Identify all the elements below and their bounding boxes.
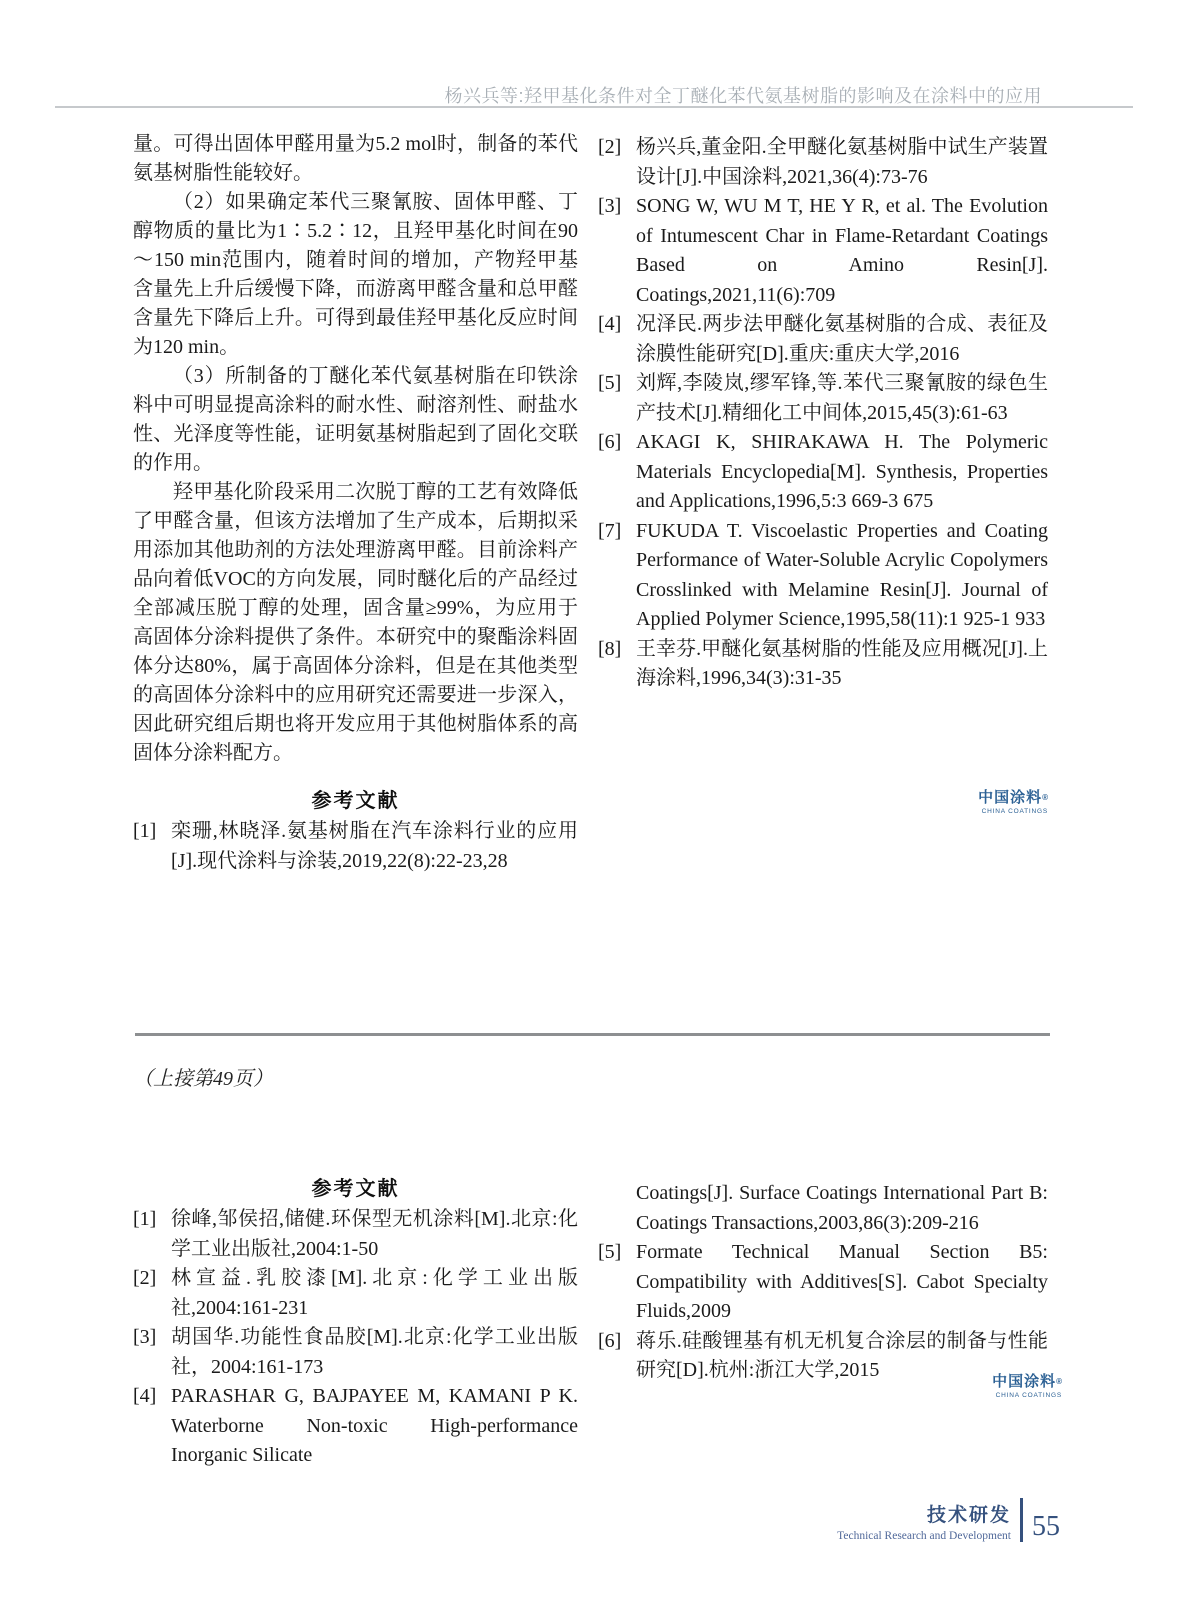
reference-continuation-text: Coatings[J]. Surface Coatings International Part B: Coatings Transactions,2003,86(3):209-216 [636,1182,1048,1234]
reference-text: 林宣益.乳胶漆[M].北京:化学工业出版社,2004:161-231 [171,1267,578,1319]
section1-left-column [133,130,578,876]
reference-marker: [6] [598,1329,622,1352]
section2-right-column [598,1179,1048,1386]
registered-mark: ® [1056,1377,1062,1386]
footer-section-title-en: Technical Research and Development [837,1530,1011,1542]
references-heading: 参考文献 [311,790,400,812]
reference-marker: [1] [133,820,157,842]
reference-text: 王幸芬.甲醚化氨基树脂的性能及应用概况[J].上海涂料,1996,34(3):31-35 [636,637,1048,689]
running-title: 杨兴兵等:羟甲基化条件对全丁醚化苯代氨基树脂的影响及在涂料中的应用 [444,86,1042,106]
reference-item [133,1264,578,1323]
reference-marker: [6] [598,431,622,453]
reference-marker: [2] [133,1267,157,1289]
page-footer [837,1498,1060,1542]
reference-marker: [5] [598,1241,622,1263]
body-paragraph: 量。可得出固体甲醛用量为5.2 mol时，制备的苯代氨基树脂性能较好。 [133,133,578,184]
reference-item [598,635,1048,694]
section1-right-column [598,133,1048,694]
china-coatings-logo [978,790,1048,815]
reference-text: 蒋乐.硅酸锂基有机无机复合涂层的制备与性能研究[D].杭州:浙江大学,2015 [636,1329,1048,1381]
reference-item [598,192,1048,310]
reference-item [598,369,1048,428]
continued-from-note: （上接第49页） [133,1068,273,1090]
page-number: 55 [1032,1511,1060,1542]
reference-marker: [4] [133,1385,157,1407]
references-heading: 参考文献 [311,1178,400,1200]
reference-marker: [8] [598,637,622,660]
logo-brand-subtitle: CHINA COATINGS [995,1392,1062,1399]
body-paragraph: （2）如果确定苯代三聚氰胺、固体甲醛、丁醇物质的量比为1∶5.2∶12，且羟甲基化时间在90～150 min范围内，随着时间的增加，产物羟甲基含量先上升后缓慢下降，而游离甲醛含量和总甲醛含量先下降后上升。可得到最佳羟甲基化反应时间为120 min。 [133,191,578,358]
footer-section-titles [837,1505,1011,1542]
reference-item [598,133,1048,192]
reference-text: 况泽民.两步法甲醚化氨基树脂的合成、表征及涂膜性能研究[D].重庆:重庆大学,2016 [636,313,1048,365]
reference-item [598,428,1048,517]
reference-item [133,1205,578,1264]
section2-left-column [133,1172,578,1471]
reference-item [133,1323,578,1382]
reference-text: Formate Technical Manual Section B5: Compatibility with Additives[S]. Cabot Specialty Fluids,2009 [636,1241,1048,1322]
footer-divider-bar [1020,1498,1023,1542]
reference-item [598,1327,1048,1386]
reference-text: SONG W, WU M T, HE Y R, et al. The Evolution of Intumescent Char in Flame-Retardant Coatings Based on Amino Resin[J]. Coatings,2021,11(6):709 [636,195,1048,306]
reference-text: FUKUDA T. Viscoelastic Properties and Coating Performance of Water-Soluble Acrylic Copolymers Crosslinked with Melamine Resin[J]. Journal of Applied Polymer Science,1995,58(11):1 925-1 933 [636,519,1048,630]
reference-marker: [3] [598,195,622,217]
reference-marker: [7] [598,519,622,542]
reference-marker: [2] [598,136,622,158]
reference-text: 胡国华.功能性食品胶[M].北京:化学工业出版社，2004:161-173 [171,1326,578,1378]
logo-brand-name: 中国涂料® [992,1373,1062,1390]
reference-item [598,310,1048,369]
china-coatings-logo [992,1374,1062,1399]
registered-mark: ® [1042,793,1048,802]
section-divider-rule [135,1033,1050,1036]
logo-brand-subtitle: CHINA COATINGS [981,808,1048,815]
footer-section-title-cn: 技术研发 [926,1505,1011,1526]
header-rule [55,106,1133,108]
reference-item [133,817,578,876]
reference-text: PARASHAR G, BAJPAYEE M, KAMANI P K. Waterborne Non-toxic High-performance Inorganic Silicate [171,1385,578,1466]
logo-brand-name: 中国涂料® [978,789,1048,806]
reference-marker: [3] [133,1326,157,1348]
reference-marker: [1] [133,1208,157,1230]
reference-text: 刘辉,李陵岚,缪军锋,等.苯代三聚氰胺的绿色生产技术[J].精细化工中间体,2015,45(3):61-63 [636,372,1048,424]
reference-text: 栾珊,林晓泽.氨基树脂在汽车涂料行业的应用[J].现代涂料与涂装,2019,22(8):22-23,28 [171,820,578,872]
reference-item [133,1382,578,1471]
body-paragraph: （3）所制备的丁醚化苯代氨基树脂在印铁涂料中可明显提高涂料的耐水性、耐溶剂性、耐盐水性、光泽度等性能，证明氨基树脂起到了固化交联的作用。 [133,365,578,474]
reference-marker: [4] [598,313,622,335]
reference-item [598,1238,1048,1327]
reference-item [598,517,1048,635]
reference-text: 杨兴兵,董金阳.全甲醚化氨基树脂中试生产装置设计[J].中国涂料,2021,36(4):73-76 [636,136,1048,188]
reference-text: 徐峰,邹侯招,储健.环保型无机涂料[M].北京:化学工业出版社,2004:1-50 [171,1208,578,1260]
reference-marker: [5] [598,372,622,394]
reference-text: AKAGI K, SHIRAKAWA H. The Polymeric Materials Encyclopedia[M]. Synthesis, Properties and Applications,1996,5:3 669-3 675 [636,431,1048,512]
body-paragraph: 羟甲基化阶段采用二次脱丁醇的工艺有效降低了甲醛含量，但该方法增加了生产成本，后期拟采用添加其他助剂的方法处理游离甲醛。目前涂料产品向着低VOC的方向发展，同时醚化后的产品经过全部减压脱丁醇的处理，固含量≥99%，为应用于高固体分涂料提供了条件。本研究中的聚酯涂料固体分达80%，属于高固体分涂料，但是在其他类型的高固体分涂料中的应用研究还需要进一步深入，因此研究组后期也将开发应用于其他树脂体系的高固体分涂料配方。 [133,481,578,764]
